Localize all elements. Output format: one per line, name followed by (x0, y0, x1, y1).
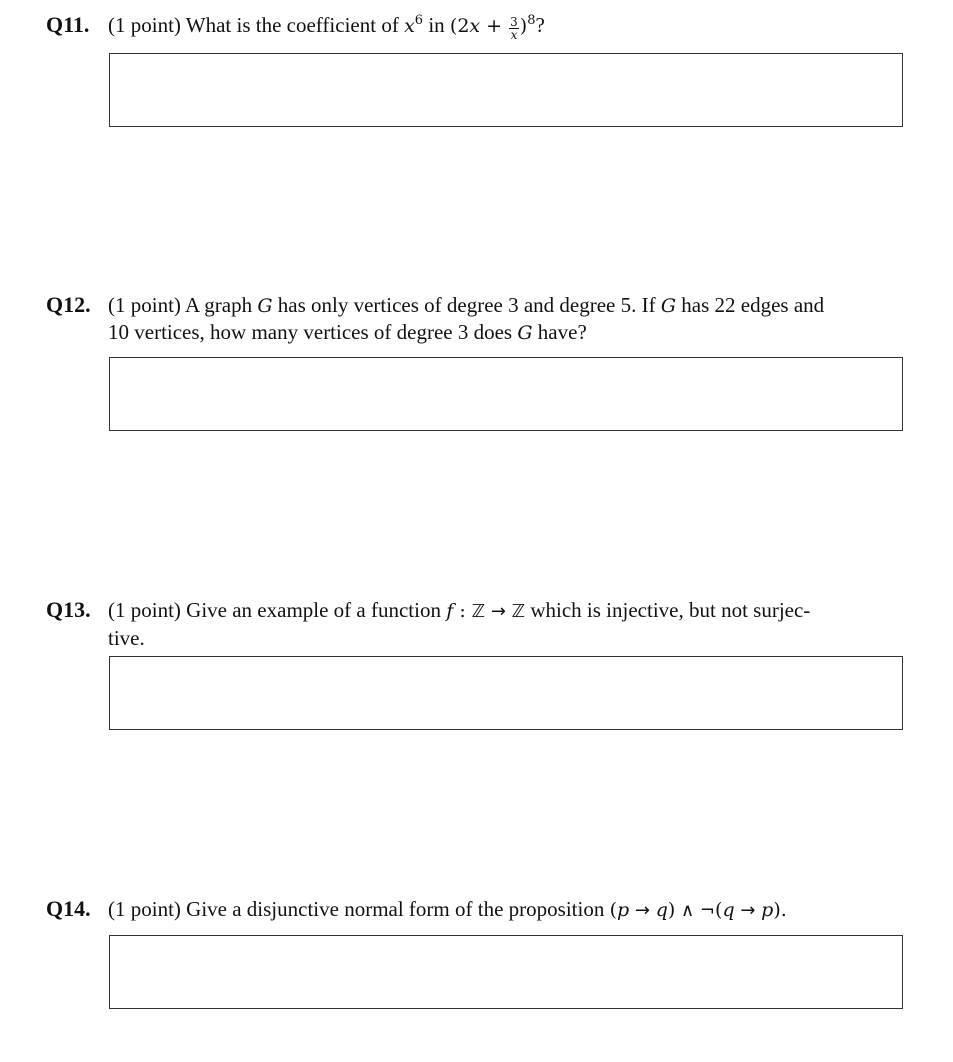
question-header (46, 896, 916, 924)
question-q13 (46, 597, 916, 651)
question-text: (1 point) Give a disjunctive normal form of the proposition (p → q) ∧ ¬(q → p). (108, 897, 787, 921)
question-text: (1 point) Give an example of a function f : ℤ → ℤ which is injective, but not surjec- tive. (108, 598, 811, 650)
math-proposition: (p → q) ∧ ¬(q → p). (609, 899, 787, 921)
question-number: Q11. (46, 12, 90, 37)
question-number: Q12. (46, 292, 91, 317)
question-number: Q13. (46, 597, 91, 622)
question-text: (1 point) A graph G has only vertices of degree 3 and degree 5. If G has 22 edges and 10 vertices, how many vertices of degree 3 does G have? (108, 293, 825, 344)
points-label: (1 point) (108, 13, 181, 37)
question-number: Q14. (46, 896, 91, 921)
question-q14 (46, 896, 916, 924)
question-header (46, 597, 916, 651)
question-header (46, 292, 916, 346)
question-header (46, 12, 916, 41)
points-label: (1 point) (108, 598, 181, 622)
math-expression: (2x + $\frac{3}{x}$ )$^8$ (449, 13, 536, 42)
answer-input-q14[interactable] (109, 935, 903, 1009)
math-variable: $x^6$ (404, 13, 424, 37)
answer-input-q12[interactable] (109, 357, 903, 431)
question-q11 (46, 12, 916, 41)
math-function: f : ℤ → ℤ (446, 600, 526, 622)
fraction: $\frac{3}{x}$ (510, 15, 518, 42)
points-label: (1 point) (108, 293, 181, 317)
question-q12 (46, 292, 916, 346)
answer-input-q11[interactable] (109, 53, 903, 127)
points-label: (1 point) (108, 897, 181, 921)
answer-input-q13[interactable] (109, 656, 903, 730)
question-text: (1 point) What is the coefficient of $x^6$ in (2x + $\frac{3}{x}$ )$^8$? (108, 13, 545, 42)
